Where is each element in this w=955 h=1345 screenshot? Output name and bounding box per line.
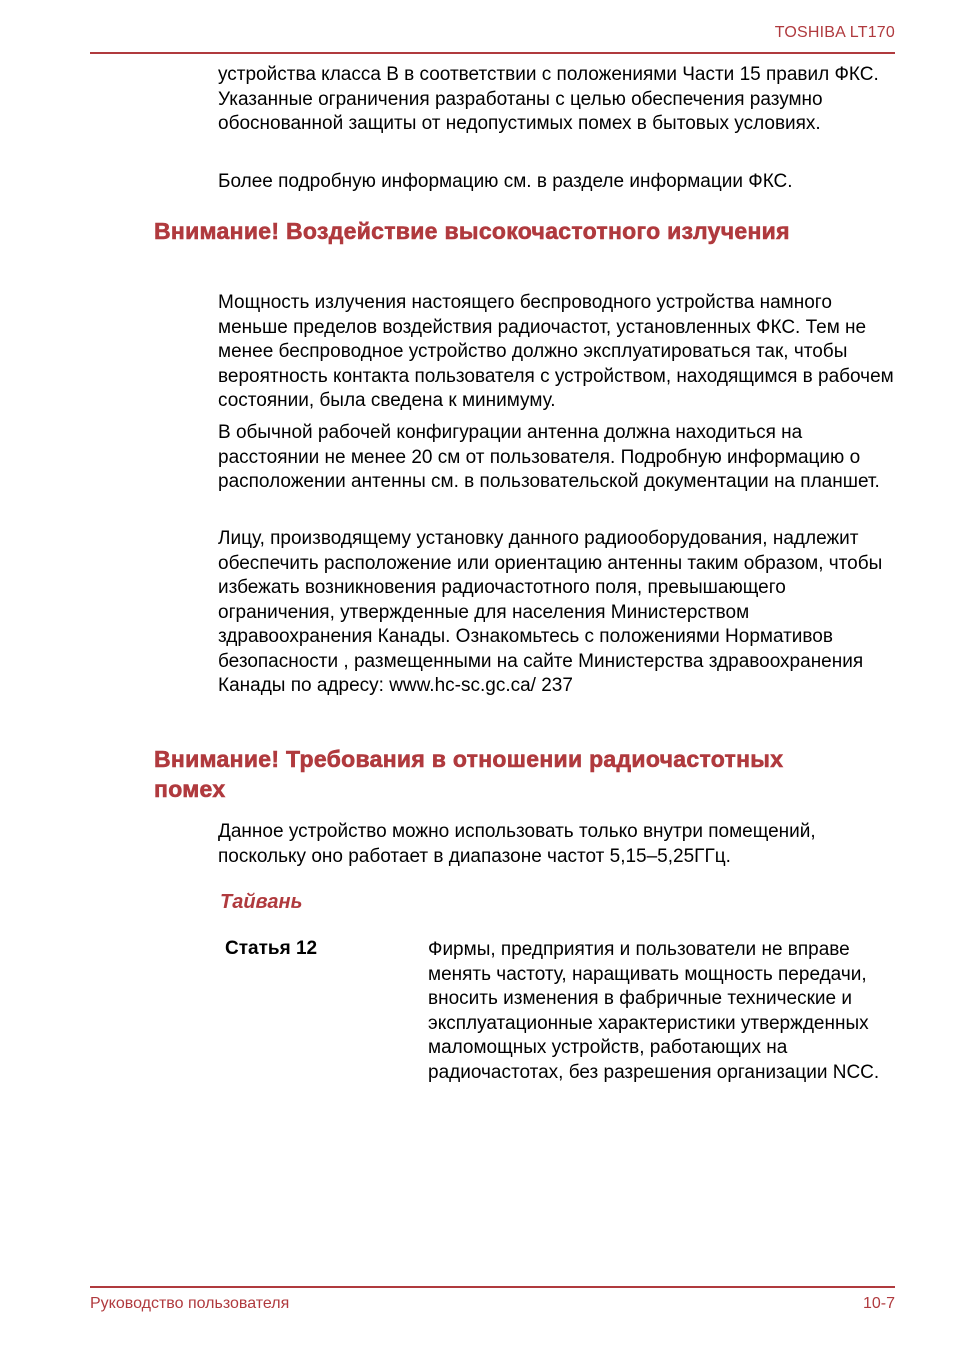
rf-exposure-heading: Внимание! Воздействие высокочастотного излучения xyxy=(154,218,790,244)
page-number: 10-7 xyxy=(862,1295,895,1312)
footer-rule xyxy=(90,1286,895,1288)
rf-interference-heading: Внимание! Требования в отношении радиочастотных помех xyxy=(154,746,784,802)
rf-exposure-paragraph-1: Мощность излучения настоящего беспроводного устройства намного меньше пределов воздействия радиочастот, установленных ФКС. Тем не менее беспроводное устройство должно эксплуатироваться так, чтобы вероятность контакта пользователя с устройством, находящимся в рабочем состоянии, была сведена к минимуму. xyxy=(218,292,894,411)
taiwan-heading: Тайвань xyxy=(220,891,303,913)
document-title: TOSHIBA LT170 xyxy=(774,24,895,41)
article-label: Статья 12 xyxy=(225,938,318,959)
intro-paragraph-2: Более подробную информацию см. в разделе информации ФКС. xyxy=(218,171,793,192)
intro-paragraph-1: устройства класса B в соответствии с положениями Части 15 правил ФКС. Указанные ограничения разработаны с целью обеспечения разумно обоснованной защиты от недопустимых помех в бытовых условиях. xyxy=(218,64,879,134)
rf-exposure-paragraph-3: Лицу, производящему установку данного радиооборудования, надлежит обеспечить расположение или ориентацию антенны таким образом, чтобы избежать возникновения радиочастотного поля, превышающего ограничения, утвержденные для населения Министерством здравоохранения Канады. Ознакомьтесь с положениями Нормативов безопасности , размещенными на сайте Министерства здравоохранения Канады по адресу: www.hc-sc.gc.ca/ 237 xyxy=(218,528,883,696)
footer-manual-name: Руководство пользователя xyxy=(90,1295,290,1312)
article-text: Фирмы, предприятия и пользователи не вправе менять частоту, наращивать мощность передачи, вносить изменения в фабричные технические и эксплуатационные характеристики утвержденных маломощных устройств, работающих на радиочастотах, без разрешения организации NCC. xyxy=(428,939,880,1083)
header-rule xyxy=(90,52,895,54)
rf-exposure-paragraph-2: В обычной рабочей конфигурации антенна должна находиться на расстоянии не менее 20 см от пользователя. Подробную информацию о расположении антенны см. в пользовательской документации на планшет. xyxy=(218,422,880,492)
rf-interference-paragraph-1: Данное устройство можно использовать только внутри помещений, поскольку оно работает в диапазоне частот 5,15–5,25ГГц. xyxy=(218,821,816,867)
